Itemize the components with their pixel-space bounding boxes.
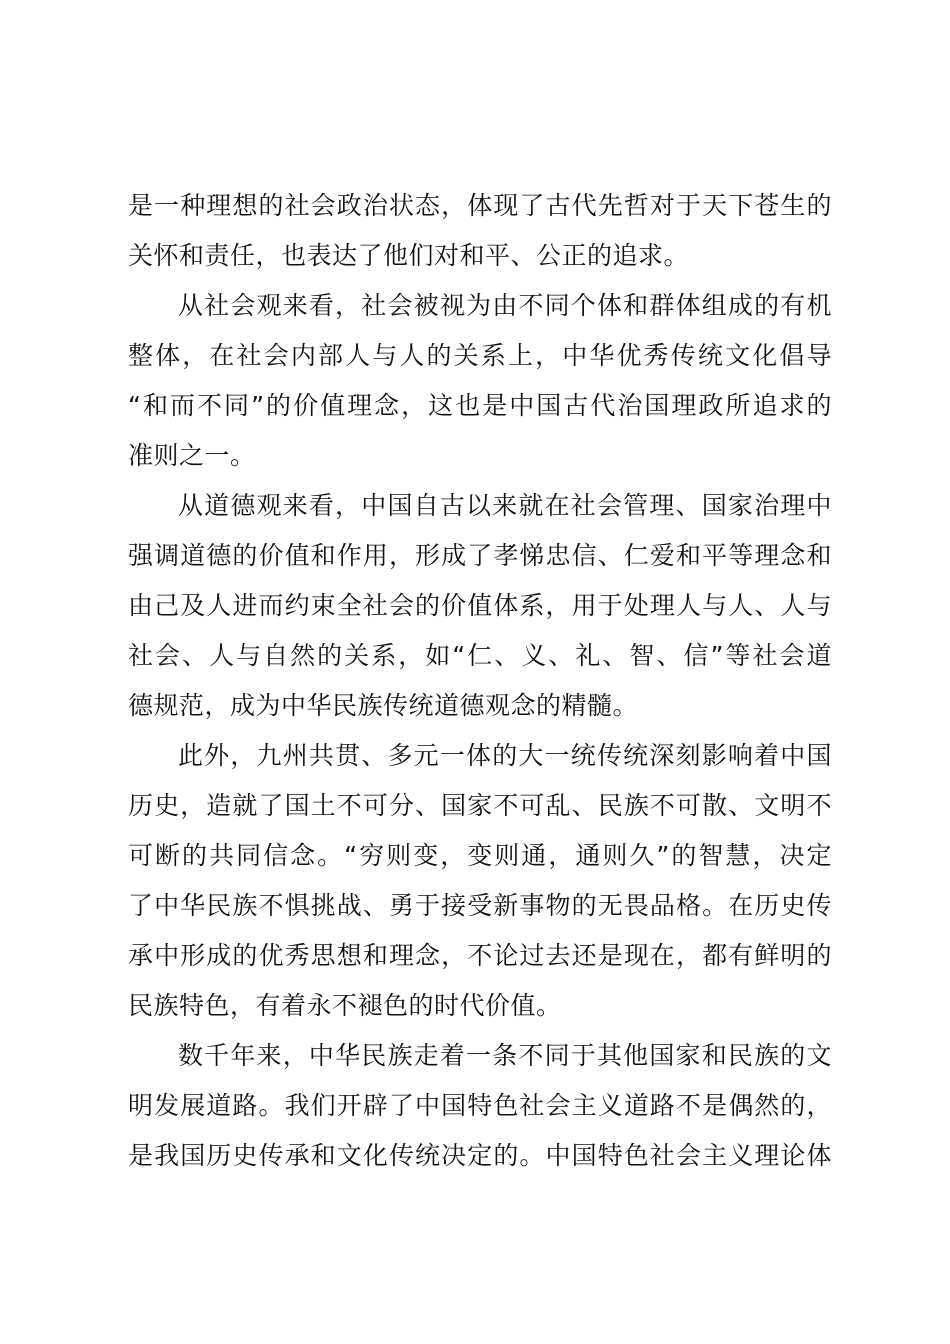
text-line: 可断的共同信念。“穷则变，变则通，通则久”的智慧，决定	[128, 841, 832, 870]
text-line: 社会、人与自然的关系，如“仁、义、礼、智、信”等社会道	[128, 641, 832, 670]
text-line: 明发展道路。我们开辟了中国特色社会主义道路不是偶然的，	[128, 1091, 832, 1120]
document-body	[128, 181, 832, 1181]
text-line: 德规范，成为中华民族传统道德观念的精髓。	[128, 691, 639, 720]
text-line: 民族特色，有着永不褪色的时代价值。	[128, 991, 562, 1020]
text-line: 整体，在社会内部人与人的关系上，中华优秀传统文化倡导	[128, 341, 832, 370]
paragraph-2	[128, 281, 832, 481]
paragraph-3	[128, 481, 832, 731]
text-line: 强调道德的价值和作用，形成了孝悌忠信、仁爱和平等理念和	[128, 541, 832, 570]
paragraph-1	[128, 181, 832, 281]
text-line: 从社会观来看，社会被视为由不同个体和群体组成的有机	[178, 291, 832, 320]
paragraph-5	[128, 1031, 832, 1181]
text-line: 历史，造就了国土不可分、国家不可乱、民族不可散、文明不	[128, 791, 832, 820]
text-line: 是一种理想的社会政治状态，体现了古代先哲对于天下苍生的	[128, 191, 832, 220]
text-line: 此外，九州共贯、多元一体的大一统传统深刻影响着中国	[178, 741, 832, 770]
text-line: 数千年来，中华民族走着一条不同于其他国家和民族的文	[178, 1041, 832, 1070]
text-line: 了中华民族不惧挑战、勇于接受新事物的无畏品格。在历史传	[128, 891, 832, 920]
text-line: 由己及人进而约束全社会的价值体系，用于处理人与人、人与	[128, 591, 832, 620]
paragraph-4	[128, 731, 832, 1031]
text-line: 从道德观来看，中国自古以来就在社会管理、国家治理中	[178, 491, 832, 520]
text-line: 关怀和责任，也表达了他们对和平、公正的追求。	[128, 241, 690, 270]
text-line: 承中形成的优秀思想和理念，不论过去还是现在，都有鲜明的	[128, 941, 832, 970]
text-line: 准则之一。	[128, 441, 256, 470]
text-line: 是我国历史传承和文化传统决定的。中国特色社会主义理论体	[128, 1141, 832, 1170]
text-line: “和而不同”的价值理念，这也是中国古代治国理政所追求的	[128, 391, 832, 420]
